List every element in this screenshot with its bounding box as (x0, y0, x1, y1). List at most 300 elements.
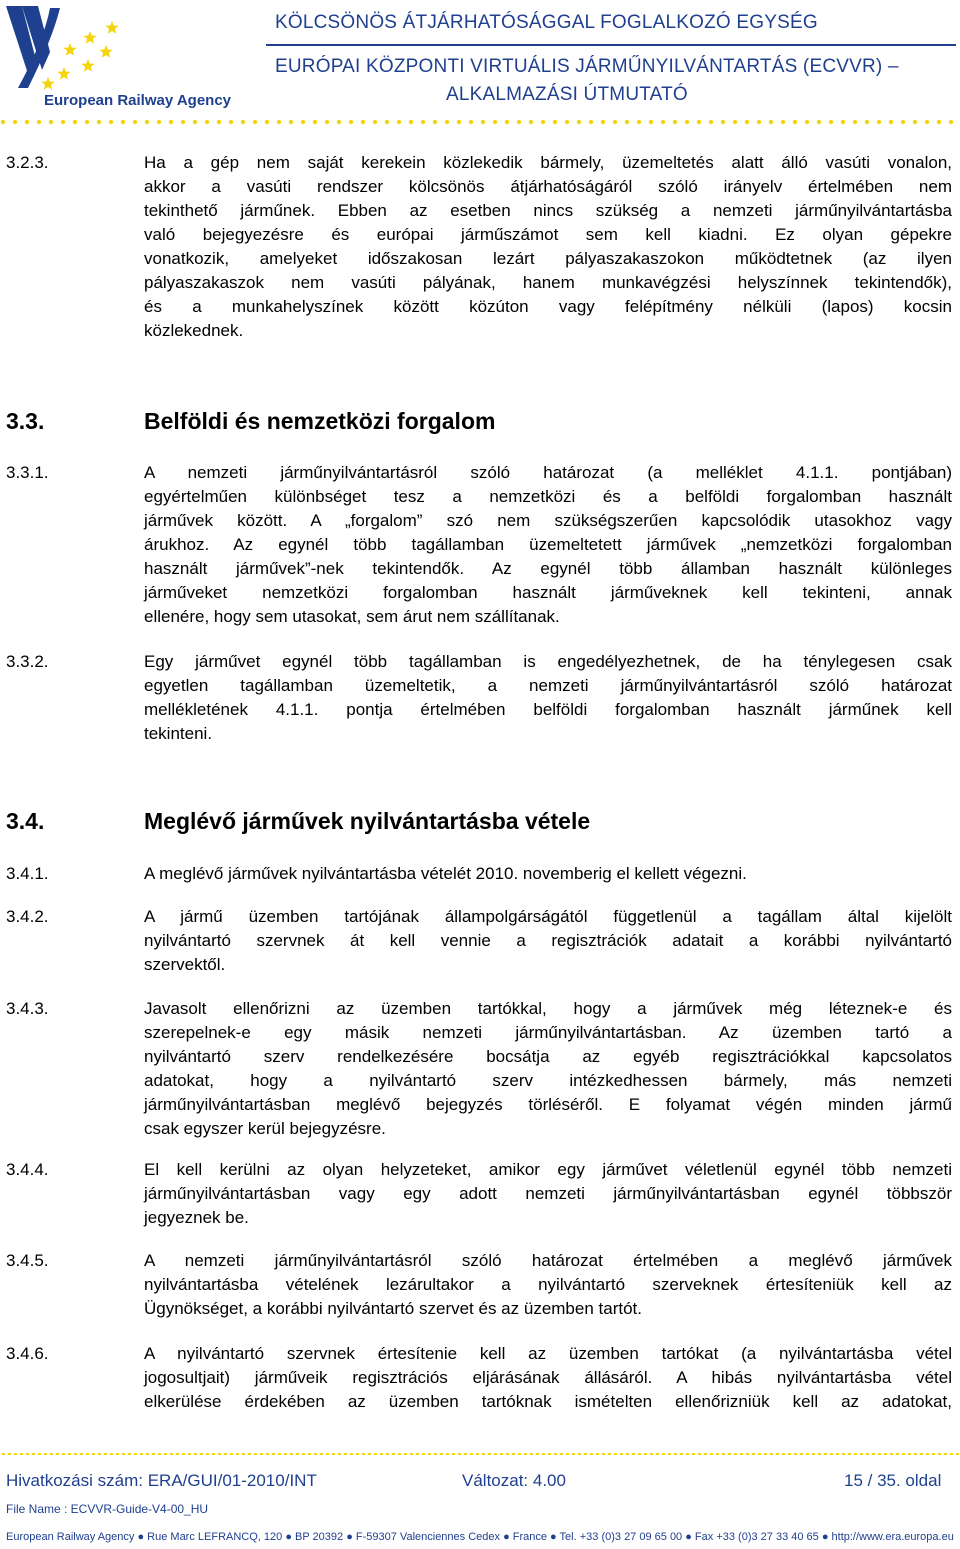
border-star (97, 120, 101, 124)
footer-border-dot (134, 1453, 137, 1455)
border-star (793, 120, 797, 124)
footer-border-dot (908, 1453, 911, 1455)
paragraph-line: járművek között. A „forgalom” szó nem szükségszerűen kapcsolódik utasokhoz vagy (144, 511, 952, 530)
footer-border-dot (506, 1453, 509, 1455)
footer-border-dot (86, 1453, 89, 1455)
border-star (733, 120, 737, 124)
footer-border-dot (638, 1453, 641, 1455)
border-star (289, 120, 293, 124)
footer-border-dot (434, 1453, 437, 1455)
footer-border-dot (344, 1453, 347, 1455)
paragraph-number: 3.4.2. (6, 907, 49, 926)
border-star (301, 120, 305, 124)
border-star (1, 120, 5, 124)
footer-border-dot (728, 1453, 731, 1455)
footer-border-dot (410, 1453, 413, 1455)
border-star (769, 120, 773, 124)
border-star (265, 120, 269, 124)
footer-border-dot (488, 1453, 491, 1455)
footer-border-dot (830, 1453, 833, 1455)
footer-border-dot (524, 1453, 527, 1455)
border-star (781, 120, 785, 124)
paragraph-line: jegyeznek be. (144, 1208, 249, 1227)
border-star (181, 120, 185, 124)
footer-border-dot (362, 1453, 365, 1455)
border-star (541, 120, 545, 124)
footer-border-dot (440, 1453, 443, 1455)
footer-border-dot (716, 1453, 719, 1455)
footer-border-dot (914, 1453, 917, 1455)
border-star (61, 120, 65, 124)
footer-border-dot (152, 1453, 155, 1455)
footer-border-dot (278, 1453, 281, 1455)
footer-border-dot (44, 1453, 47, 1455)
border-star (913, 120, 917, 124)
paragraph-line: egyértelműen különbséget tesz a nemzetközi és a belföldi forgalomban használt (144, 487, 952, 506)
border-star (673, 120, 677, 124)
footer-border-dot (248, 1453, 251, 1455)
border-star (877, 120, 881, 124)
paragraph-line: A nemzeti járműnyilvántartásról szóló határozat értelmében a meglévő járművek (144, 1251, 952, 1270)
paragraph-line: járműnyilvántartásban vagy egy adott nemzeti járműnyilvántartásban egynél többször (144, 1184, 952, 1203)
border-star (493, 120, 497, 124)
footer-border-dot (104, 1453, 107, 1455)
footer-border-dot (224, 1453, 227, 1455)
footer-border-dot (320, 1453, 323, 1455)
footer-border-dot (776, 1453, 779, 1455)
border-star (169, 120, 173, 124)
footer-border-dot (380, 1453, 383, 1455)
footer-border-dot (842, 1453, 845, 1455)
footer-border-dot (782, 1453, 785, 1455)
footer-border-dot (824, 1453, 827, 1455)
footer-border-dot (866, 1453, 869, 1455)
border-star (445, 120, 449, 124)
border-star (277, 120, 281, 124)
footer-border-dot (704, 1453, 707, 1455)
footer-border-dot (158, 1453, 161, 1455)
footer-border-dot (446, 1453, 449, 1455)
border-star (373, 120, 377, 124)
border-star (385, 120, 389, 124)
footer-border-dot (170, 1453, 173, 1455)
footer-border-dot (92, 1453, 95, 1455)
paragraph-line: Javasolt ellenőrizni az üzemben tartókkal, hogy a járművek még léteznek-e és (144, 999, 952, 1018)
footer-border-dot (332, 1453, 335, 1455)
footer-border-dot (464, 1453, 467, 1455)
footer-border-dot (818, 1453, 821, 1455)
border-star (889, 120, 893, 124)
border-star (517, 120, 521, 124)
footer-border-dot (896, 1453, 899, 1455)
footer-border-dot (164, 1453, 167, 1455)
paragraph-line: pályaszakaszok nem vasúti pályának, hanem munkavégzési helyszínnek tekintendők), (144, 273, 952, 292)
paragraph-line: ellenére, hogy sem utasokat, sem árut nem szállítanak. (144, 607, 560, 626)
footer-border-dot (266, 1453, 269, 1455)
footer-border-dot (116, 1453, 119, 1455)
footer-border-dot (758, 1453, 761, 1455)
border-star (853, 120, 857, 124)
footer-border-dot (644, 1453, 647, 1455)
footer-border-dot (110, 1453, 113, 1455)
section-title: Belföldi és nemzetközi forgalom (144, 408, 496, 434)
footer-border-dot (722, 1453, 725, 1455)
border-star (349, 120, 353, 124)
footer-border-dot (626, 1453, 629, 1455)
footer-border-dot (476, 1453, 479, 1455)
footer-border-dot (404, 1453, 407, 1455)
footer-border-dot (926, 1453, 929, 1455)
paragraph-line: közlekednek. (144, 321, 244, 340)
footer-border-dot (188, 1453, 191, 1455)
star-icon (57, 67, 70, 80)
footer-border-dot (632, 1453, 635, 1455)
footer-border-dot (518, 1453, 521, 1455)
paragraph-number: 3.4.3. (6, 999, 49, 1018)
footer-border-dot (200, 1453, 203, 1455)
footer-border-dot (752, 1453, 755, 1455)
paragraph-line: tekinthető járműnek. Ebben az esetben nincs szükség a nemzeti járműnyilvántartásba (144, 201, 952, 220)
border-star (565, 120, 569, 124)
star-icon (105, 21, 118, 34)
footer-border-dot (206, 1453, 209, 1455)
footer-border-dot (902, 1453, 905, 1455)
footer-border-dot (356, 1453, 359, 1455)
document-version: Változat: 4.00 (462, 1471, 566, 1490)
border-star (49, 120, 53, 124)
footer-border-dot (542, 1453, 545, 1455)
footer-border-dot (260, 1453, 263, 1455)
footer-border-dot (236, 1453, 239, 1455)
border-star (505, 120, 509, 124)
footer-border-dot (872, 1453, 875, 1455)
footer-border-dot (878, 1453, 881, 1455)
footer-border-dot (512, 1453, 515, 1455)
header-title: EURÓPAI KÖZPONTI VIRTUÁLIS JÁRMŰNYILVÁNTARTÁS (ECVVR) – (275, 56, 899, 77)
footer-border-dot (932, 1453, 935, 1455)
footer-border-dot (326, 1453, 329, 1455)
footer-border-dot (740, 1453, 743, 1455)
footer-border-dot (2, 1453, 5, 1455)
footer-border-dot (560, 1453, 563, 1455)
border-star (157, 120, 161, 124)
footer-border-dot (32, 1453, 35, 1455)
section-title: Meglévő járművek nyilvántartásba vétele (144, 808, 591, 834)
paragraph-line: elkerülése érdekében az üzemben tartóknak ismételten ellenőrizniük kell az adatokat, (144, 1392, 952, 1411)
paragraph-line: tekinteni. (144, 724, 213, 743)
footer-border-dot (890, 1453, 893, 1455)
footer-border-dot (566, 1453, 569, 1455)
footer-border-dot (182, 1453, 185, 1455)
footer-border-dot (656, 1453, 659, 1455)
star-icon (81, 59, 94, 72)
paragraph-line: A jármű üzemben tartójának állampolgárságától függetlenül a tagállam által kijelölt (144, 907, 952, 926)
paragraph-line: való bejegyezésre és európai járműszámot sem kell kiadni. Ez olyan gépekre (144, 225, 952, 244)
footer-border-dot (530, 1453, 533, 1455)
footer-border-dot (548, 1453, 551, 1455)
border-star (37, 120, 41, 124)
footer-border-dot (74, 1453, 77, 1455)
footer-border-dot (482, 1453, 485, 1455)
paragraph-line: El kell kerülni az olyan helyzeteket, amikor egy járművet véletlenül egynél több nemzeti (144, 1160, 952, 1179)
paragraph-line: nyilvántartó szerv rendelkezésére bocsátja az egyéb regisztrációkkal kapcsolatos (144, 1047, 952, 1066)
footer-border-dot (920, 1453, 923, 1455)
paragraph-line: Ügynökséget, a korábbi nyilvántartó szervet és az üzemben tartót. (144, 1299, 642, 1318)
border-star (649, 120, 653, 124)
border-star (817, 120, 821, 124)
border-star (457, 120, 461, 124)
border-star (685, 120, 689, 124)
footer-border-dot (128, 1453, 131, 1455)
border-star (121, 120, 125, 124)
footer-border-dot (470, 1453, 473, 1455)
border-star (469, 120, 473, 124)
paragraph-line: Ha a gép nem saját kerekein közlekedik bármely, üzemeltetés alatt álló vasúti vonalon, (144, 153, 952, 172)
footer-border-dot (350, 1453, 353, 1455)
footer-border-dot (860, 1453, 863, 1455)
footer-border-dot (386, 1453, 389, 1455)
border-star (409, 120, 413, 124)
paragraph-line: jogosultjait) járműveik regisztrációs eljárásának állásáról. A hibás nyilvántartásba vétel (144, 1368, 952, 1387)
footer-border-dot (596, 1453, 599, 1455)
footer-border-dot (602, 1453, 605, 1455)
footer-border-dot (572, 1453, 575, 1455)
border-star (577, 120, 581, 124)
footer-border-dot (950, 1453, 953, 1455)
paragraph-line: akkor a vasúti rendszer kölcsönös átjárhatóságáról szóló irányelv értelmében nem (144, 177, 952, 196)
footer-border-dot (614, 1453, 617, 1455)
border-star (145, 120, 149, 124)
border-star (337, 120, 341, 124)
footer-border-dot (290, 1453, 293, 1455)
paragraph-number: 3.3.1. (6, 463, 49, 482)
footer-border-dot (584, 1453, 587, 1455)
border-star (73, 120, 77, 124)
footer-border-dot (578, 1453, 581, 1455)
paragraph-line: A meglévő járművek nyilvántartásba vételét 2010. novemberig el kellett végezni. (144, 864, 747, 883)
star-icon (83, 31, 96, 44)
agency-name: European Railway Agency (44, 92, 232, 109)
footer-border-dot (764, 1453, 767, 1455)
footer-border-dot (272, 1453, 275, 1455)
footer-border-dot (56, 1453, 59, 1455)
footer-border-dot (422, 1453, 425, 1455)
border-star (661, 120, 665, 124)
footer-border-dot (398, 1453, 401, 1455)
footer-border-dot (770, 1453, 773, 1455)
footer-border-dot (590, 1453, 593, 1455)
footer-border-dot (296, 1453, 299, 1455)
border-star (217, 120, 221, 124)
paragraph-line: A nemzeti járműnyilvántartásról szóló határozat (a melléklet 4.1.1. pontjában) (144, 463, 952, 482)
footer-border-dot (308, 1453, 311, 1455)
footer-border-dot (554, 1453, 557, 1455)
footer-border-dot (812, 1453, 815, 1455)
header-unit: KÖLCSÖNÖS ÁTJÁRHATÓSÁGGAL FOGLALKOZÓ EGYSÉG (275, 12, 818, 33)
footer-border-dot (668, 1453, 671, 1455)
footer-border-dot (836, 1453, 839, 1455)
footer-border-dot (536, 1453, 539, 1455)
border-star (901, 120, 905, 124)
header-subtitle: ALKALMAZÁSI ÚTMUTATÓ (446, 84, 688, 105)
footer-border-dot (698, 1453, 701, 1455)
paragraph-line: és a munkahelyszínek között közúton vagy felépítmény nélküli (lapos) kocsin (144, 297, 952, 316)
border-star (241, 120, 245, 124)
paragraph-number: 3.4.6. (6, 1344, 49, 1363)
paragraph-number: 3.4.4. (6, 1160, 49, 1179)
footer-border-dot (458, 1453, 461, 1455)
footer-border-dot (500, 1453, 503, 1455)
border-star (949, 120, 953, 124)
footer-border-dot (494, 1453, 497, 1455)
footer-border-dot (794, 1453, 797, 1455)
agency-address: European Railway Agency ● Rue Marc LEFRANCQ, 120 ● BP 20392 ● F-59307 Valenciennes Cedex ● France ● Tel. +33 (0)3 27 09 65 00 ● Fax +33 (0)3 27 33 40 65 ● http://www.era.europa.eu (6, 1531, 954, 1543)
footer-border-dot (314, 1453, 317, 1455)
paragraph-line: járműnyilvántartásban meglévő bejegyzés törléséről. E folyamat végén minden jármű (144, 1095, 952, 1114)
paragraph-line: szerepelnek-e egy másik nemzeti járműnyilvántartásban. Az üzemben tartó a (144, 1023, 952, 1042)
paragraph-line: nyilvántartásba vételének lezárultakor a nyilvántartó szerveknek értesíteniük kell az (144, 1275, 952, 1294)
footer-border-dot (368, 1453, 371, 1455)
header-divider (266, 44, 956, 46)
footer-star-border (0, 1453, 960, 1455)
paragraph-line: mellékletének 4.1.1. pontja értelmében belföldi forgalomban használt járműnek kell (144, 700, 952, 719)
footer-border-dot (68, 1453, 71, 1455)
border-star (625, 120, 629, 124)
footer-border-dot (98, 1453, 101, 1455)
star-icon (63, 43, 76, 56)
footer-border-dot (710, 1453, 713, 1455)
border-star (205, 120, 209, 124)
footer-border-dot (338, 1453, 341, 1455)
page-header (0, 0, 960, 128)
footer-border-dot (242, 1453, 245, 1455)
border-star (361, 120, 365, 124)
footer-border-dot (374, 1453, 377, 1455)
border-star (721, 120, 725, 124)
paragraph-line: használt járművek”-nek tekintendők. Az egynél több államban használt különleges (144, 559, 952, 578)
paragraph-number: 3.3.2. (6, 652, 49, 671)
file-name: File Name : ECVVR-Guide-V4-00_HU (6, 1502, 209, 1516)
paragraph-number: 3.4.5. (6, 1251, 49, 1270)
border-star (325, 120, 329, 124)
paragraph-line: Egy járművet egynél több tagállamban is engedélyezhetnek, de ha ténylegesen csak (144, 652, 952, 671)
footer-border-dot (392, 1453, 395, 1455)
star-icon (99, 45, 112, 58)
border-star (433, 120, 437, 124)
footer-border-dot (14, 1453, 17, 1455)
border-star (601, 120, 605, 124)
paragraph-line: nyilvántartó szervnek át kell vennie a regisztrációk adatait a korábbi nyilvántartó (144, 931, 952, 950)
document-reference: Hivatkozási szám: ERA/GUI/01-2010/INT (6, 1471, 317, 1490)
paragraph-line: járműveket nemzetközi forgalomban használt járműveknek kell tekinteni, annak (144, 583, 952, 602)
page-number: 15 / 35. oldal (844, 1471, 942, 1490)
border-star (697, 120, 701, 124)
section-number: 3.3. (6, 408, 45, 434)
footer-border-dot (146, 1453, 149, 1455)
paragraph-line: csak egyszer kerül bejegyzésre. (144, 1119, 386, 1138)
footer-border-dot (194, 1453, 197, 1455)
footer-border-dot (230, 1453, 233, 1455)
footer-border-dot (62, 1453, 65, 1455)
border-star (757, 120, 761, 124)
star-icon (41, 77, 54, 90)
footer-border-dot (854, 1453, 857, 1455)
footer-border-dot (746, 1453, 749, 1455)
footer-border-dot (788, 1453, 791, 1455)
footer-border-dot (254, 1453, 257, 1455)
footer-border-dot (176, 1453, 179, 1455)
footer-border-dot (302, 1453, 305, 1455)
paragraph-line: egyetlen tagállamban üzemeltetik, a nemzeti járműnyilvántartásról szóló határozat (144, 676, 952, 695)
footer-border-dot (662, 1453, 665, 1455)
footer-border-dot (608, 1453, 611, 1455)
border-star (865, 120, 869, 124)
border-star (253, 120, 257, 124)
border-star (589, 120, 593, 124)
border-star (481, 120, 485, 124)
footer-border-dot (944, 1453, 947, 1455)
paragraph-line: árukhoz. Az egynél több tagállamban üzemeltetett járművek „nemzetközi forgalomban (144, 535, 952, 554)
footer-border-dot (734, 1453, 737, 1455)
footer-border-dot (806, 1453, 809, 1455)
footer-border-dot (8, 1453, 11, 1455)
footer-border-dot (884, 1453, 887, 1455)
footer-border-dot (956, 1453, 959, 1455)
border-star (841, 120, 845, 124)
border-star (13, 120, 17, 124)
footer-border-dot (650, 1453, 653, 1455)
footer-border-dot (122, 1453, 125, 1455)
footer-border-dot (674, 1453, 677, 1455)
footer-border-dot (284, 1453, 287, 1455)
border-star (637, 120, 641, 124)
border-star (529, 120, 533, 124)
border-star (25, 120, 29, 124)
border-star (805, 120, 809, 124)
paragraph-line: vonatkozik, amelyeket időszakosan lezárt pályaszakaszokon működtetnek (az ilyen (144, 249, 952, 268)
border-star (745, 120, 749, 124)
border-star (133, 120, 137, 124)
footer-border-dot (800, 1453, 803, 1455)
border-star (709, 120, 713, 124)
footer-border-dot (212, 1453, 215, 1455)
footer-border-dot (680, 1453, 683, 1455)
footer-border-dot (218, 1453, 221, 1455)
footer-border-dot (20, 1453, 23, 1455)
border-star (193, 120, 197, 124)
paragraph-line: A nyilvántartó szervnek értesítenie kell az üzemben tartókat (a nyilvántartásba vétel (144, 1344, 952, 1363)
border-star (829, 120, 833, 124)
footer-border-dot (38, 1453, 41, 1455)
star-border (0, 119, 960, 125)
footer-border-dot (848, 1453, 851, 1455)
border-star (613, 120, 617, 124)
footer-border-dot (452, 1453, 455, 1455)
border-star (937, 120, 941, 124)
footer-border-dot (692, 1453, 695, 1455)
paragraph-line: adatokat, hogy a nyilvántartó szerv intézkedhessen bármely, más nemzeti (144, 1071, 952, 1090)
paragraph-line: szervektől. (144, 955, 226, 974)
border-star (925, 120, 929, 124)
footer-border-dot (416, 1453, 419, 1455)
border-star (85, 120, 89, 124)
border-star (553, 120, 557, 124)
footer-border-dot (50, 1453, 53, 1455)
footer-border-dot (686, 1453, 689, 1455)
footer-border-dot (80, 1453, 83, 1455)
footer-border-dot (428, 1453, 431, 1455)
footer-border-dot (938, 1453, 941, 1455)
